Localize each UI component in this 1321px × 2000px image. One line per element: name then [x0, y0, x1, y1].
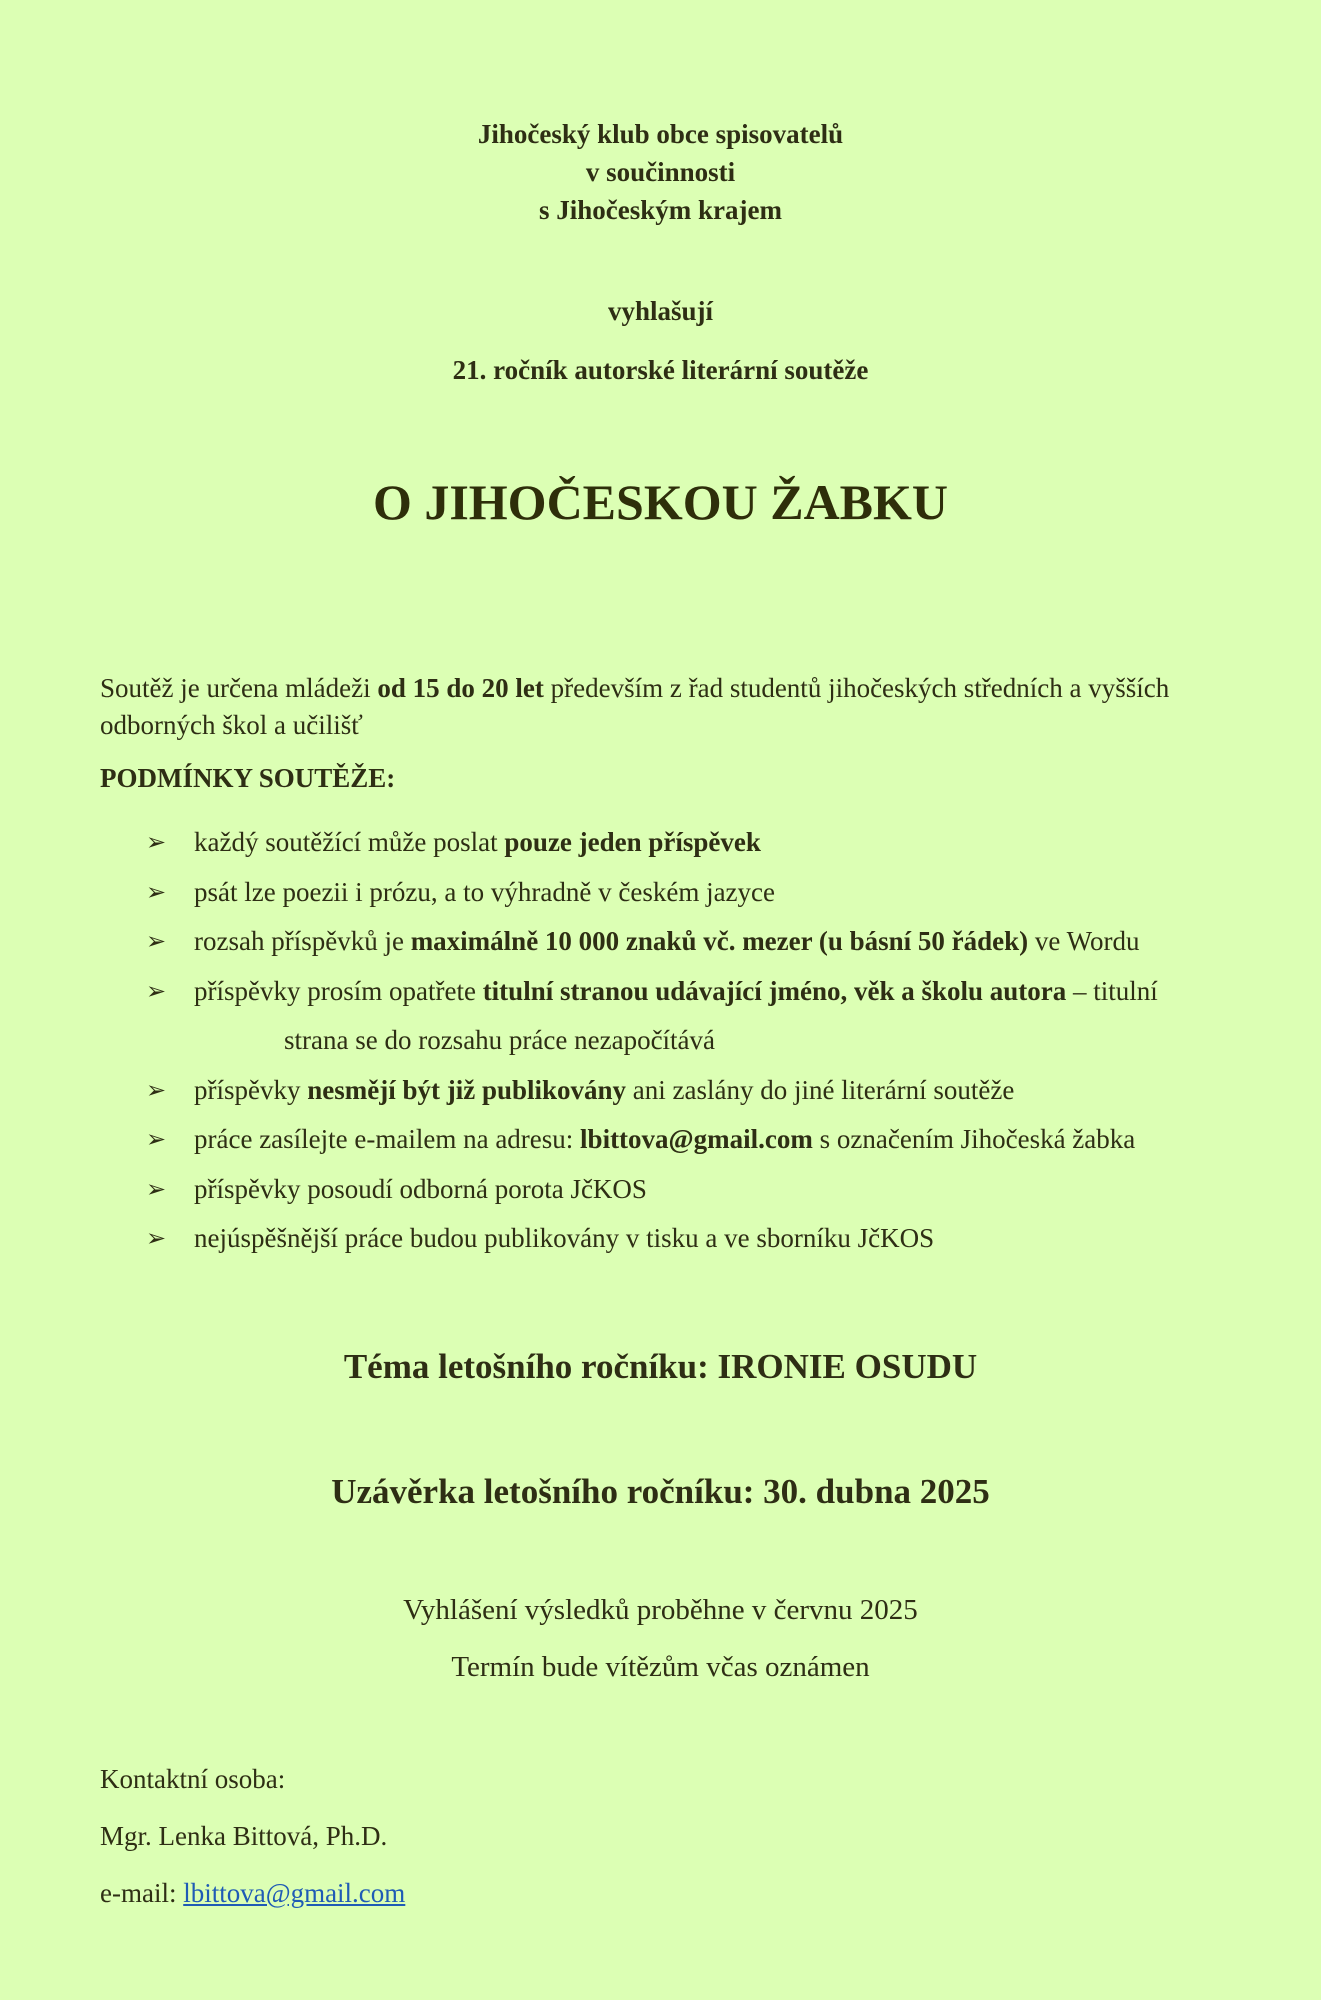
condition-item: [146, 917, 1266, 967]
contact-email-row: [100, 1874, 405, 1912]
condition-bold: maximálně 10 000 znaků vč. mezer (u básní 50 řádek): [410, 926, 1029, 956]
arrow-bullet-icon: ➢: [146, 828, 167, 856]
intro-age: od 15 do 20 let: [377, 673, 544, 703]
contact-email-link[interactable]: lbittova@gmail.com: [183, 1878, 406, 1908]
condition-item: [146, 818, 1266, 868]
condition-text: příspěvky prosím opatřete: [194, 975, 483, 1006]
announce-text: vyhlašují: [607, 296, 714, 326]
condition-item: [146, 1066, 1266, 1116]
condition-item: [146, 868, 1266, 918]
condition-text: každý soutěžící může poslat: [194, 827, 505, 857]
condition-bold: titulní stranou udávající jméno, věk a školu autora: [482, 975, 1067, 1006]
submission-email: lbittova@gmail.com: [580, 1124, 813, 1154]
deadline-heading: Uzávěrka letošního ročníku: 30. dubna 2025: [331, 1472, 990, 1511]
arrow-bullet-icon: ➢: [146, 1224, 167, 1252]
condition-text-end: ani zaslány do jiné literární soutěže: [626, 1074, 1015, 1105]
arrow-bullet-icon: ➢: [146, 976, 167, 1005]
contact-name: Mgr. Lenka Bittová, Ph.D.: [100, 1821, 388, 1851]
condition-continuation: strana se do rozsahu práce nezapočítává: [284, 1025, 716, 1055]
edition-text: 21. ročník autorské literární soutěže: [452, 355, 869, 385]
email-label: e-mail:: [100, 1878, 184, 1908]
condition-item: [146, 1165, 1266, 1215]
condition-item: [146, 1115, 1266, 1165]
conditions-heading: PODMÍNKY SOUTĚŽE:: [100, 763, 396, 793]
condition-text: nejúspěšnější práce budou publikovány v tisku a ve sborníku JčKOS: [194, 1223, 935, 1253]
condition-bold: pouze jeden příspěvek: [504, 827, 761, 857]
condition-item: [146, 1214, 1266, 1264]
condition-text-end: s označením Jihočeská žabka: [812, 1124, 1136, 1154]
condition-bold: nesmějí být již publikovány: [307, 1074, 627, 1105]
organizer-line-2: v součinnosti: [585, 157, 736, 187]
conditions-list: [146, 818, 1266, 1264]
intro-paragraph: [100, 670, 1250, 744]
condition-text-end: ve Wordu: [1028, 926, 1140, 956]
intro-part-2: především z řad studentů jihočeských středních a vyšších odborných škol a učilišť: [100, 673, 1170, 740]
results-date-note: Termín bude vítězům včas oznámen: [451, 1651, 870, 1683]
arrow-bullet-icon: ➢: [146, 1174, 167, 1203]
intro-part-1: Soutěž je určena mládeži: [100, 673, 378, 703]
condition-item: [146, 967, 1266, 1066]
theme-heading: Téma letošního ročníku: IRONIE OSUDU: [343, 1347, 978, 1386]
organizer-line-1: Jihočeský klub obce spisovatelů: [477, 119, 844, 149]
arrow-bullet-icon: ➢: [146, 1125, 167, 1153]
results-announcement: Vyhlášení výsledků proběhne v červnu 2025: [403, 1594, 918, 1626]
condition-text: příspěvky posoudí odborná porota JčKOS: [194, 1173, 647, 1204]
competition-title: O JIHOČESKOU ŽABKU: [372, 474, 949, 530]
organizer-line-3: s Jihočeským krajem: [539, 195, 782, 225]
contact-label: Kontaktní osoba:: [100, 1764, 286, 1794]
condition-text: psát lze poezii i prózu, a to výhradně v českém jazyce: [194, 876, 776, 907]
arrow-bullet-icon: ➢: [146, 1075, 167, 1104]
condition-text: příspěvky: [194, 1074, 308, 1105]
arrow-bullet-icon: ➢: [146, 877, 167, 906]
condition-text: rozsah příspěvků je: [194, 926, 411, 956]
condition-text-end: – titulní: [1066, 975, 1158, 1006]
condition-text: práce zasílejte e-mailem na adresu:: [194, 1124, 581, 1154]
arrow-bullet-icon: ➢: [146, 927, 167, 955]
